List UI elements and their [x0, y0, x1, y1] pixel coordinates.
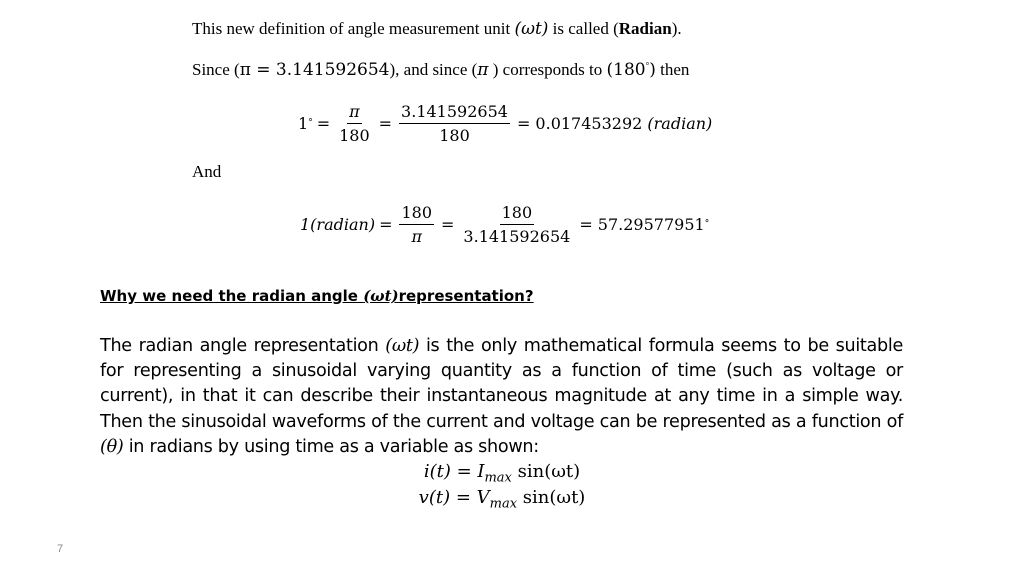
equals-sign: = — [441, 214, 455, 234]
explanation-paragraph — [100, 334, 903, 460]
eq1-frac2-numerator: 3.141592654 — [399, 102, 510, 124]
degree-symbol: ° — [308, 118, 313, 128]
deg-180-value: (180 — [606, 60, 646, 80]
radian-to-degree-equation — [300, 197, 709, 251]
eq2-fraction-1 — [399, 203, 434, 246]
page-number: 7 — [57, 543, 64, 555]
pi-value-expression: π = 3.141592654 — [239, 60, 390, 80]
deg-180-close: ) — [649, 60, 656, 80]
section-heading — [100, 287, 534, 305]
eq1-frac1-denominator: 180 — [339, 125, 370, 145]
degree-symbol: ° — [704, 219, 710, 229]
eq2-lhs: 1(radian) — [300, 214, 376, 234]
current-formula-sub: max — [484, 470, 512, 486]
para-text-1: The radian angle representation — [100, 336, 386, 356]
eq2-fraction-2 — [461, 203, 572, 246]
and-label: And — [192, 162, 222, 181]
pi-relation-line — [192, 60, 689, 80]
radian-term: Radian — [618, 19, 672, 38]
eq2-frac1-numerator: 180 — [399, 203, 434, 225]
eq1-frac2-denominator: 180 — [439, 125, 470, 145]
eq1-frac1-numerator: π — [347, 102, 362, 124]
degree-symbol: ° — [645, 60, 650, 71]
voltage-formula-sub: max — [489, 496, 518, 512]
pi-symbol: π — [477, 60, 489, 80]
current-formula-lhs: i(t) = I — [423, 461, 485, 482]
omega-t-symbol: (ωt) — [514, 19, 549, 39]
pi-text-end: then — [655, 60, 690, 79]
degree-to-radian-equation — [298, 96, 712, 150]
eq2-result: = 57.29577951 — [579, 214, 705, 234]
current-formula — [0, 461, 1004, 486]
heading-text: Why we need the radian angle — [100, 287, 364, 305]
heading-text-end: representation? — [398, 287, 534, 305]
eq1-fraction-1 — [337, 102, 372, 145]
equals-sign: = — [378, 113, 393, 133]
equals-sign: = — [379, 214, 393, 234]
voltage-formula-lhs: v(t) = V — [418, 487, 490, 508]
para-text-3: in radians by using time as a variable as shown: — [123, 436, 539, 457]
definition-text: This new definition of angle measurement unit — [192, 19, 515, 38]
eq1-lhs: 1 — [298, 113, 309, 133]
eq2-frac2-denominator: 3.141592654 — [463, 226, 571, 246]
heading-math: (ωt) — [363, 287, 399, 305]
voltage-formula-rhs: sin(ωt) — [517, 487, 586, 508]
pi-text-mid: ), and since ( — [389, 60, 478, 79]
eq1-unit: (radian) — [647, 113, 713, 133]
eq1-fraction-2 — [399, 102, 510, 145]
pi-text-start: Since ( — [192, 60, 240, 79]
eq2-frac1-denominator: π — [411, 226, 422, 246]
eq1-result: = 0.017453292 — [516, 113, 643, 133]
para-math-theta: (θ) — [100, 436, 124, 457]
definition-line — [192, 19, 682, 39]
eq2-frac2-numerator: 180 — [500, 203, 535, 225]
definition-text-mid: is called ( — [548, 19, 619, 38]
para-math-omega-t: (ωt) — [385, 336, 420, 356]
definition-text-end: ). — [671, 19, 682, 38]
para-text-2: is the only mathematical formula seems to be suitable for representing a sinusoidal varying quantity as a function of time (such as voltage or current), in that it can describe their instantaneous magnitude at any time in a simple way. Then the sinusoidal waveforms of the current and voltage can be represented as a function of — [100, 336, 903, 432]
current-formula-rhs: sin(ωt) — [511, 461, 581, 482]
voltage-formula — [0, 487, 1004, 512]
pi-text-mid2: ) corresponds to — [488, 60, 607, 79]
equals-sign: = — [316, 113, 331, 133]
